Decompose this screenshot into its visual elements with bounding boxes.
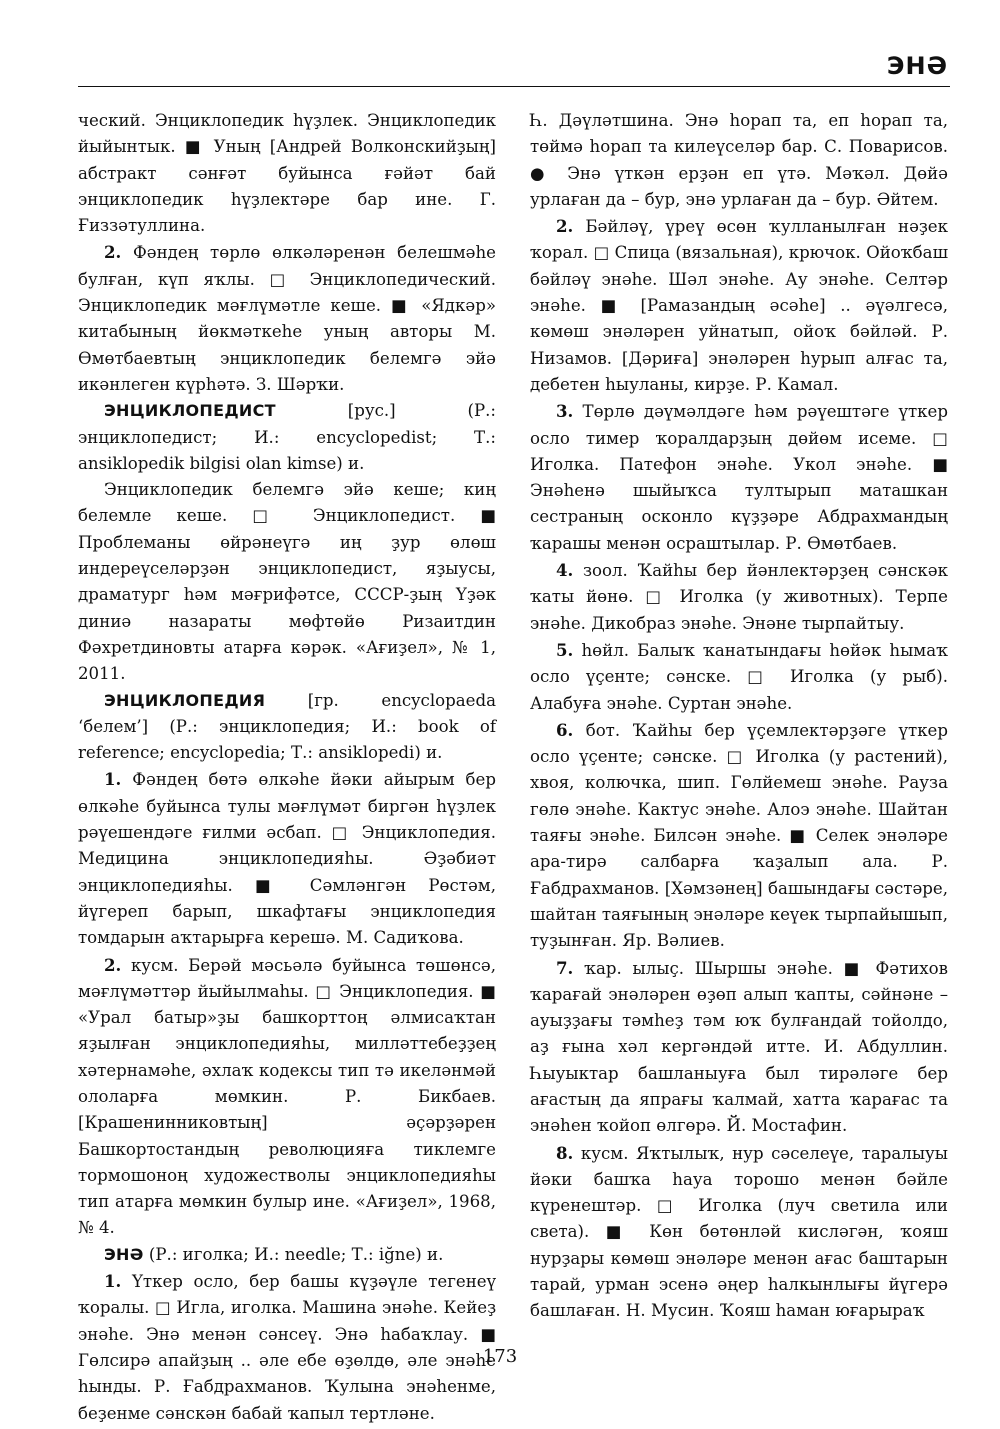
sense-text: ҡар. ылыҫ. Шыршы энәһе. ■ Фәтихов ҡарағай энәләрен өҙөп алып ҡапты, сәйнәне – ауыҙҙағы тәмһеҙ тәм юҡ булғандай тойолдо, аҙ ғына хәл кергәндәй итте. И. Абдуллин. Һыуыктар башланыуға был тирәләге бер ағастың да япрағы ҡалмай, хатта ҡарағас та энәһен ҡойоп өлгөрә. Й. Мостафин. [530, 958, 949, 1136]
sense-paragraph [78, 952, 496, 1242]
sense-paragraph [530, 637, 948, 717]
right-column [530, 108, 948, 1325]
sense-text: кусм. Берәй мәсьәлә буйынса төшөнсә, мәғлүмәттәр йыйылмаһы. □ Энциклопедия. ■ «Урал батыр»ҙы башкорттоң әлмисаҡтан яҙылған энциклопедияһы, милләттебеҙҙең хәтернамәһе, әхлаҡ кодексы тип тә икеләнмәй ололарға мөмкин. Р. Бикбаев. [Крашенинниковтың] әҫәрҙәрен Башкортостандың революцияға тиклемге тормошоноң художестволы энциклопедияһы тип атарға мөмкин булыр ине. «Ағиҙел», 1968, № 4. [78, 955, 497, 1238]
sense-text: Үткер осло, бер башы күҙәүле тегенеү ҡоралы. □ Игла, иголка. Машина энәһе. Кейеҙ энәһе. Энә менән сәнсеү. Энә һабаҡлау. ■ Гөлсирә апайҙың .. әле ебе өҙөлдө, әле энәһе һынды. Р. Ғабдрахманов. Ҡулына энәһенме, беҙенме сәнскән бабай ҡапыл тертләне. [78, 1272, 496, 1423]
page-number: 173 [482, 1346, 518, 1367]
paragraph: ческий. Энциклопедик һүҙлек. Энциклопедик йыйынтык. ■ Уның [Андрей Волконскийҙың] абстракт сәнғәт буйынса ғәйәт бай энциклопедик һүҙлектәре бар ине. Г. Ғиззәтуллина. [78, 111, 496, 236]
sense-text: Бәйләү, үреү өсөн ҡулланылған нәҙек ҡорал. □ Спица (вязальная), крючок. Ойоҡбаш бәйләү энәһе. Шәл энәһе. Ау энәһе. Селтәр энәһе. ■ [Рамазандың әсәһе] .. әүәлгесә, көмөш энәләрен уйнатып, ойоҡ бәйләй. Р. Низамов. [Дәриға] энәләрен һурып алғас та, дебетен һыуланы, кирҙе. Р. Камал. [530, 217, 948, 394]
sense-number: 1. [104, 769, 122, 790]
sense-text: Фәндең төрлө өлкәләренән белешмәһе булған, күп яҡлы. □ Энциклопедический. Энциклопедик мәғлүмәтле кеше. ■ «Ядкәр» китабының йөкмәткеһе уның авторы М. Өмөтбаевтың энциклопедик белемгә эйә икәнлеген күрһәтә. З. Шәрҡи. [78, 243, 497, 394]
paragraph: Һ. Дәүләтшина. Энә һорап та, еп һорап та, төймә һорап та килеүселәр бар. С. Поварисов. ● Энә үткән ерҙән еп үтә. Мәҡәл. Дөйә урлаған да – бур, энә урлаған да – бур. Әйтем. [530, 111, 948, 209]
sense-paragraph [530, 213, 948, 398]
headword: ЭНЦИКЛОПЕДИЯ [104, 690, 266, 710]
definition-paragraph: Энциклопедик белемгә эйә кеше; киң белемле кеше. □ Энциклопедист. ■ Проблеманы өйрәнеүгә иң ҙур өлөш индереүселәрҙән энциклопедист, яҙыусы, драматург һәм мәғрифәтсе, СССР-ҙың Үҙәк диниә назараты мөфтөйө Ризаитдин Фәхретдиновты атарға кәрәк. «Ағиҙел», № 1, 2011. [78, 480, 496, 684]
entry-etymology: [гр. encyclopaeda ‘белем’] (Р.: энциклопедия; И.: book of reference; encyclopedia; Т.: ansiklopedi) и. [78, 690, 496, 763]
entry-etymology: (Р.: иголка; И.: needle; Т.: iğne) и. [148, 1244, 444, 1264]
sense-paragraph [78, 239, 496, 398]
sense-number: 2. [104, 242, 122, 263]
sense-paragraph [78, 766, 496, 951]
entry-etymology: [рус.] (Р.: энциклопедист; И.: encyclopedist; Т.: ansiklopedik bilgisi olan kimse) и. [78, 401, 497, 473]
sense-number: 7. [556, 957, 574, 978]
sense-paragraph [530, 955, 948, 1140]
sense-text: Фәндең бөтә өлкәһе йәки айырым бер өлкәһе буйынса тулы мәғлүмәт биргән һүҙлек рәүешендәге ғилми әсбап. □ Энциклопедия. Медицина энциклопедияһы. Әҙәбиәт энциклопедияһы. ■ Сәмләнгән Рөстәм, йүгереп барып, шкафтағы энциклопедия томдарын аҡтарырға керешә. М. Садиҡова. [78, 770, 496, 948]
sense-text: бот. Ҡайһы бер үҫемлектәрҙәге үткер осло үҫенте; сәнске. □ Иголка (у растений), хвоя, колючка, шип. Гөлйемеш энәһе. Рауза гөлө энәһе. Кактус энәһе. Алоэ энәһе. Шайтан таяғы энәһе. Билсән энәһе. ■ Селек энәләре ара-тирә салбарға ҡаҙалып ала. Р. Ғабдрахманов. [Хәмзәнең] башындағы сәстәре, шайтан таяғының энәләре кеүек тырпайышып, туҙынған. Яр. Вәлиев. [530, 720, 949, 951]
sense-number: 5. [556, 639, 574, 660]
sense-number: 1. [104, 1271, 122, 1292]
header-rule [78, 86, 950, 87]
headword: ЭНӘ [104, 1244, 144, 1264]
sense-paragraph [530, 1140, 948, 1325]
entry-paragraph [78, 398, 496, 477]
sense-paragraph [530, 717, 948, 955]
sense-number: 2. [104, 954, 122, 975]
sense-text: һөйл. Балыҡ ҡанатындағы һөйәк һымаҡ осло үҫенте; сәнске. □ Иголка (у рыб). Алабуға энәһе. Суртан энәһе. [530, 640, 948, 713]
sense-text: Төрлө дәүмәлдәге һәм рәүештәге үткер осло тимер ҡоралдарҙың дөйөм исеме. □ Иголка. Патефон энәһе. Укол энәһе. ■ Энәһенә шыйыҡса тултырып маташкан сестраның осконло күҙҙәре Абдрахмандың ҡарашы менән осраштылар. Р. Өмөтбаев. [530, 402, 948, 553]
sense-number: 6. [556, 719, 574, 740]
sense-number: 3. [556, 401, 574, 422]
entry-paragraph [78, 1242, 496, 1268]
sense-paragraph [530, 557, 948, 637]
sense-number: 4. [556, 560, 574, 581]
sense-text: кусм. Яҡтылыҡ, нур сәселеүе, таралыуы йәки башҡа һауа торошо менән бәйле күренештәр. □ Иголка (луч светила или света). ■ Көн бөтөнләй кисләгән, ҡояш нурҙары көмөш энәләре менән ағас баштарын тарай, урман эсенә әңер һалкынлығы йүгерә башлаған. Н. Мусин. Ҡояш һаман юғарыраҡ [530, 1143, 948, 1321]
left-column [78, 108, 496, 1427]
running-head: ЭНӘ [886, 52, 948, 80]
sense-number: 2. [556, 216, 574, 237]
headword: ЭНЦИКЛОПЕДИСТ [104, 401, 276, 421]
sense-text: зоол. Ҡайһы бер йәнлектәрҙең сәнскәк ҡаты йөнө. □ Иголка (у животных). Терпе энәһе. Дикобраз энәһе. Энәне тырпайтыу. [530, 561, 948, 633]
sense-number: 8. [556, 1142, 574, 1163]
sense-paragraph [530, 398, 948, 557]
entry-paragraph [78, 688, 496, 767]
